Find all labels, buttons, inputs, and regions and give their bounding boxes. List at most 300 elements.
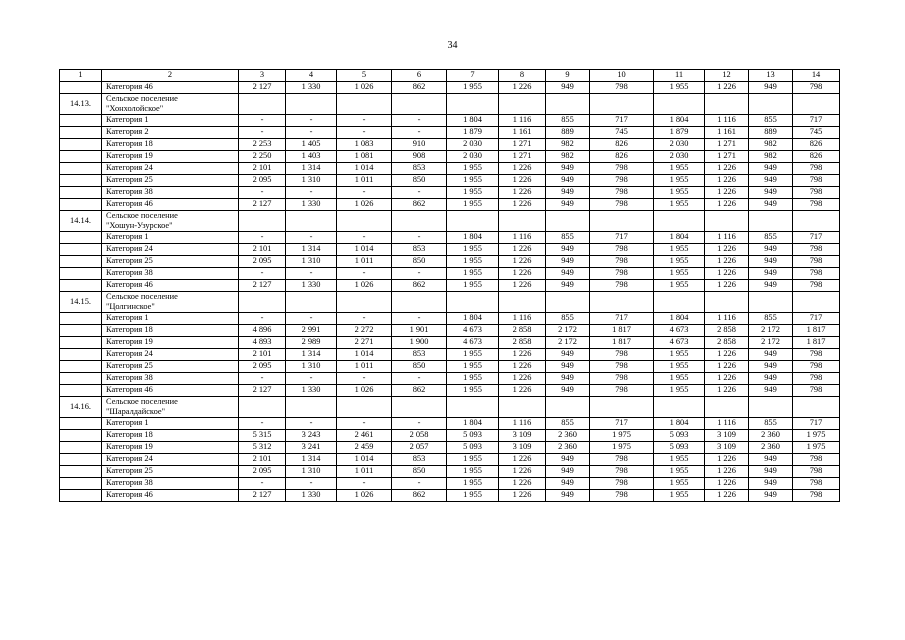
- value-cell: 850: [392, 466, 447, 478]
- table-body: [60, 70, 840, 502]
- table-row: [60, 280, 840, 292]
- value-cell: 1 330: [286, 280, 337, 292]
- value-cell: -: [239, 115, 286, 127]
- value-cell: 2 360: [749, 430, 793, 442]
- value-cell: 1 314: [286, 244, 337, 256]
- value-cell: 862: [392, 82, 447, 94]
- empty-cell: [546, 211, 590, 232]
- category-label: Категория 24: [102, 349, 239, 361]
- value-cell: 1 116: [705, 232, 749, 244]
- value-cell: 1 014: [337, 349, 392, 361]
- value-cell: 855: [546, 232, 590, 244]
- empty-cell: [499, 211, 546, 232]
- value-cell: 1 314: [286, 163, 337, 175]
- value-cell: 853: [392, 454, 447, 466]
- value-cell: 949: [546, 454, 590, 466]
- value-cell: -: [286, 418, 337, 430]
- value-cell: 949: [546, 280, 590, 292]
- empty-cell: [239, 397, 286, 418]
- value-cell: 4 673: [447, 337, 499, 349]
- empty-cell: [447, 292, 499, 313]
- value-cell: 1 226: [499, 373, 546, 385]
- value-cell: 798: [590, 454, 654, 466]
- value-cell: 2 101: [239, 349, 286, 361]
- empty-cell: [749, 292, 793, 313]
- empty-cell: [705, 397, 749, 418]
- value-cell: -: [286, 232, 337, 244]
- value-cell: 1 226: [705, 175, 749, 187]
- empty-cell: [654, 292, 705, 313]
- value-cell: 2 360: [546, 430, 590, 442]
- value-cell: 1 161: [705, 127, 749, 139]
- value-cell: -: [286, 478, 337, 490]
- empty-cell: [793, 94, 840, 115]
- table-row: [60, 313, 840, 325]
- value-cell: 2 127: [239, 280, 286, 292]
- category-label: Категория 18: [102, 139, 239, 151]
- value-cell: 1 403: [286, 151, 337, 163]
- value-cell: 798: [793, 478, 840, 490]
- empty-cell: [590, 397, 654, 418]
- category-label: Категория 46: [102, 490, 239, 502]
- value-cell: 1 014: [337, 163, 392, 175]
- value-cell: 717: [590, 418, 654, 430]
- value-cell: 853: [392, 244, 447, 256]
- table-row: [60, 187, 840, 199]
- empty-cell: [749, 397, 793, 418]
- table-row: [60, 361, 840, 373]
- value-cell: 1 310: [286, 361, 337, 373]
- section-title: [102, 292, 239, 313]
- category-label: Категория 38: [102, 187, 239, 199]
- empty-cell: [447, 211, 499, 232]
- category-label: Категория 38: [102, 373, 239, 385]
- column-number-cell: 11: [654, 70, 705, 82]
- row-number-cell: [60, 199, 102, 211]
- value-cell: 2 991: [286, 325, 337, 337]
- table-row: [60, 349, 840, 361]
- value-cell: -: [239, 187, 286, 199]
- value-cell: 745: [590, 127, 654, 139]
- value-cell: 1 226: [705, 385, 749, 397]
- value-cell: 862: [392, 280, 447, 292]
- empty-cell: [447, 94, 499, 115]
- value-cell: 798: [793, 268, 840, 280]
- value-cell: -: [392, 232, 447, 244]
- column-number-cell: 9: [546, 70, 590, 82]
- value-cell: 1 011: [337, 361, 392, 373]
- section-number: 14.14.: [60, 211, 102, 232]
- empty-cell: [499, 292, 546, 313]
- value-cell: 889: [546, 127, 590, 139]
- value-cell: 798: [590, 82, 654, 94]
- empty-cell: [749, 94, 793, 115]
- value-cell: 2 858: [705, 337, 749, 349]
- table-row: [60, 430, 840, 442]
- value-cell: 2 095: [239, 466, 286, 478]
- value-cell: 1 226: [705, 163, 749, 175]
- value-cell: 855: [546, 313, 590, 325]
- category-label: Категория 1: [102, 232, 239, 244]
- value-cell: 1 955: [447, 244, 499, 256]
- value-cell: 798: [793, 466, 840, 478]
- value-cell: 1 975: [793, 430, 840, 442]
- value-cell: -: [392, 268, 447, 280]
- row-number-cell: [60, 385, 102, 397]
- empty-cell: [654, 94, 705, 115]
- value-cell: -: [392, 187, 447, 199]
- value-cell: 798: [793, 256, 840, 268]
- value-cell: 3 109: [499, 442, 546, 454]
- value-cell: 1 011: [337, 256, 392, 268]
- table-row: [60, 139, 840, 151]
- value-cell: 1 226: [499, 466, 546, 478]
- value-cell: 1 226: [499, 385, 546, 397]
- row-number-cell: [60, 175, 102, 187]
- value-cell: 855: [546, 418, 590, 430]
- value-cell: 1 901: [392, 325, 447, 337]
- row-number-cell: [60, 151, 102, 163]
- empty-cell: [654, 211, 705, 232]
- value-cell: 798: [590, 175, 654, 187]
- row-number-cell: [60, 361, 102, 373]
- value-cell: 2 127: [239, 490, 286, 502]
- row-number-cell: [60, 82, 102, 94]
- section-row: [60, 211, 840, 232]
- empty-cell: [239, 211, 286, 232]
- value-cell: 3 243: [286, 430, 337, 442]
- value-cell: 1 226: [499, 280, 546, 292]
- section-title-line1: Сельское поселение: [106, 94, 178, 103]
- row-number-cell: [60, 313, 102, 325]
- table-row: [60, 163, 840, 175]
- section-number: 14.15.: [60, 292, 102, 313]
- value-cell: 1 804: [654, 115, 705, 127]
- value-cell: 1 804: [447, 115, 499, 127]
- value-cell: 949: [749, 490, 793, 502]
- value-cell: -: [286, 115, 337, 127]
- value-cell: 1 026: [337, 490, 392, 502]
- empty-cell: [499, 94, 546, 115]
- value-cell: 2 101: [239, 163, 286, 175]
- value-cell: 1 955: [447, 187, 499, 199]
- value-cell: 798: [793, 361, 840, 373]
- value-cell: 1 226: [705, 268, 749, 280]
- value-cell: 908: [392, 151, 447, 163]
- value-cell: 798: [793, 163, 840, 175]
- row-number-cell: [60, 325, 102, 337]
- value-cell: 1 955: [654, 175, 705, 187]
- value-cell: 855: [749, 115, 793, 127]
- section-title-line1: Сельское поселение: [106, 292, 178, 301]
- empty-cell: [286, 397, 337, 418]
- category-label: Категория 1: [102, 418, 239, 430]
- empty-cell: [590, 94, 654, 115]
- value-cell: 798: [590, 163, 654, 175]
- column-number-cell: 5: [337, 70, 392, 82]
- value-cell: 1 879: [654, 127, 705, 139]
- value-cell: 1 116: [705, 115, 749, 127]
- section-number: 14.13.: [60, 94, 102, 115]
- value-cell: 1 083: [337, 139, 392, 151]
- value-cell: 1 226: [705, 373, 749, 385]
- value-cell: 1 975: [590, 430, 654, 442]
- empty-cell: [749, 211, 793, 232]
- page-number: 34: [447, 40, 458, 51]
- value-cell: 2 989: [286, 337, 337, 349]
- header-row: [60, 70, 840, 82]
- value-cell: -: [286, 127, 337, 139]
- value-cell: 1 955: [447, 268, 499, 280]
- value-cell: 1 955: [447, 349, 499, 361]
- value-cell: -: [239, 313, 286, 325]
- value-cell: 1 226: [499, 490, 546, 502]
- value-cell: 2 030: [447, 151, 499, 163]
- table-row: [60, 373, 840, 385]
- value-cell: 1 226: [499, 256, 546, 268]
- value-cell: 1 955: [447, 478, 499, 490]
- value-cell: 4 673: [654, 325, 705, 337]
- value-cell: 2 057: [392, 442, 447, 454]
- value-cell: 1 879: [447, 127, 499, 139]
- value-cell: 1 955: [447, 82, 499, 94]
- table-row: [60, 418, 840, 430]
- value-cell: 1 011: [337, 175, 392, 187]
- value-cell: 4 893: [239, 337, 286, 349]
- table-row: [60, 151, 840, 163]
- value-cell: 1 226: [705, 244, 749, 256]
- value-cell: 949: [749, 187, 793, 199]
- table-row: [60, 490, 840, 502]
- value-cell: 717: [793, 232, 840, 244]
- empty-cell: [239, 292, 286, 313]
- row-number-cell: [60, 139, 102, 151]
- value-cell: -: [337, 115, 392, 127]
- value-cell: 1 955: [447, 163, 499, 175]
- table-row: [60, 115, 840, 127]
- table-row: [60, 478, 840, 490]
- value-cell: 910: [392, 139, 447, 151]
- value-cell: 1 314: [286, 349, 337, 361]
- value-cell: 1 804: [654, 418, 705, 430]
- value-cell: 862: [392, 199, 447, 211]
- table-row: [60, 337, 840, 349]
- value-cell: 798: [793, 280, 840, 292]
- value-cell: 1 817: [793, 337, 840, 349]
- value-cell: -: [337, 187, 392, 199]
- value-cell: 798: [590, 268, 654, 280]
- value-cell: 982: [749, 151, 793, 163]
- row-number-cell: [60, 244, 102, 256]
- value-cell: -: [392, 373, 447, 385]
- table-row: [60, 244, 840, 256]
- value-cell: 798: [793, 349, 840, 361]
- value-cell: 949: [749, 199, 793, 211]
- value-cell: 2 858: [705, 325, 749, 337]
- value-cell: -: [392, 478, 447, 490]
- value-cell: 982: [749, 139, 793, 151]
- value-cell: 1 226: [499, 268, 546, 280]
- category-label: Категория 24: [102, 244, 239, 256]
- value-cell: 798: [590, 199, 654, 211]
- row-number-cell: [60, 373, 102, 385]
- row-number-cell: [60, 232, 102, 244]
- value-cell: 5 093: [447, 442, 499, 454]
- value-cell: 1 116: [499, 313, 546, 325]
- value-cell: 1 014: [337, 244, 392, 256]
- table-row: [60, 325, 840, 337]
- value-cell: 5 312: [239, 442, 286, 454]
- value-cell: 3 109: [499, 430, 546, 442]
- value-cell: 853: [392, 349, 447, 361]
- value-cell: 2 172: [749, 337, 793, 349]
- column-number-cell: 3: [239, 70, 286, 82]
- value-cell: -: [392, 313, 447, 325]
- value-cell: 850: [392, 175, 447, 187]
- value-cell: 1 271: [705, 139, 749, 151]
- value-cell: 1 955: [654, 478, 705, 490]
- value-cell: 798: [590, 478, 654, 490]
- value-cell: 2 095: [239, 361, 286, 373]
- value-cell: 3 241: [286, 442, 337, 454]
- value-cell: 855: [546, 115, 590, 127]
- value-cell: 2 360: [749, 442, 793, 454]
- table-row: [60, 385, 840, 397]
- value-cell: 798: [793, 373, 840, 385]
- empty-cell: [546, 94, 590, 115]
- value-cell: -: [337, 127, 392, 139]
- value-cell: -: [392, 418, 447, 430]
- value-cell: -: [337, 478, 392, 490]
- value-cell: -: [337, 313, 392, 325]
- value-cell: 1 955: [654, 256, 705, 268]
- value-cell: 798: [793, 199, 840, 211]
- tariff-table: [59, 69, 840, 502]
- value-cell: 1 955: [654, 454, 705, 466]
- value-cell: 4 896: [239, 325, 286, 337]
- value-cell: 949: [749, 385, 793, 397]
- category-label: Категория 38: [102, 268, 239, 280]
- value-cell: 1 226: [705, 454, 749, 466]
- section-row: [60, 292, 840, 313]
- table-row: [60, 175, 840, 187]
- value-cell: 949: [546, 82, 590, 94]
- value-cell: 1 330: [286, 490, 337, 502]
- value-cell: 1 226: [499, 454, 546, 466]
- value-cell: 826: [793, 151, 840, 163]
- empty-cell: [447, 397, 499, 418]
- value-cell: 2 250: [239, 151, 286, 163]
- value-cell: 1 330: [286, 82, 337, 94]
- value-cell: 717: [793, 115, 840, 127]
- value-cell: -: [239, 127, 286, 139]
- value-cell: 862: [392, 490, 447, 502]
- value-cell: 1 955: [654, 82, 705, 94]
- value-cell: 2 095: [239, 175, 286, 187]
- category-label: Категория 19: [102, 337, 239, 349]
- value-cell: 949: [546, 268, 590, 280]
- row-number-cell: [60, 268, 102, 280]
- value-cell: 1 226: [705, 82, 749, 94]
- value-cell: 1 804: [447, 418, 499, 430]
- value-cell: 1 271: [705, 151, 749, 163]
- category-label: Категория 25: [102, 175, 239, 187]
- category-label: Категория 18: [102, 325, 239, 337]
- value-cell: 717: [590, 313, 654, 325]
- value-cell: 1 310: [286, 466, 337, 478]
- table-row: [60, 82, 840, 94]
- value-cell: 1 226: [499, 478, 546, 490]
- row-number-cell: [60, 256, 102, 268]
- empty-cell: [705, 94, 749, 115]
- value-cell: 949: [546, 361, 590, 373]
- value-cell: -: [337, 373, 392, 385]
- value-cell: -: [239, 418, 286, 430]
- column-number-cell: 2: [102, 70, 239, 82]
- empty-cell: [392, 292, 447, 313]
- value-cell: 798: [793, 175, 840, 187]
- table-row: [60, 442, 840, 454]
- value-cell: 2 461: [337, 430, 392, 442]
- value-cell: 4 673: [447, 325, 499, 337]
- value-cell: 2 360: [546, 442, 590, 454]
- table-row: [60, 466, 840, 478]
- value-cell: 2 858: [499, 337, 546, 349]
- value-cell: 1 330: [286, 199, 337, 211]
- value-cell: 798: [590, 349, 654, 361]
- value-cell: 1 955: [654, 361, 705, 373]
- value-cell: 949: [749, 175, 793, 187]
- value-cell: 1 271: [499, 139, 546, 151]
- category-label: Категория 18: [102, 430, 239, 442]
- value-cell: 1 271: [499, 151, 546, 163]
- value-cell: 949: [546, 199, 590, 211]
- empty-cell: [546, 397, 590, 418]
- empty-cell: [499, 397, 546, 418]
- value-cell: 2 127: [239, 199, 286, 211]
- category-label: Категория 24: [102, 454, 239, 466]
- row-number-cell: [60, 430, 102, 442]
- table-row: [60, 232, 840, 244]
- value-cell: 1 330: [286, 385, 337, 397]
- value-cell: 1 975: [793, 442, 840, 454]
- table-row: [60, 199, 840, 211]
- column-number-cell: 1: [60, 70, 102, 82]
- empty-cell: [337, 94, 392, 115]
- value-cell: 717: [590, 115, 654, 127]
- empty-cell: [239, 94, 286, 115]
- value-cell: 949: [749, 256, 793, 268]
- value-cell: 798: [793, 490, 840, 502]
- value-cell: 1 226: [705, 199, 749, 211]
- value-cell: 798: [590, 244, 654, 256]
- value-cell: 1 804: [447, 232, 499, 244]
- empty-cell: [337, 211, 392, 232]
- category-label: Категория 25: [102, 256, 239, 268]
- empty-cell: [793, 397, 840, 418]
- value-cell: 1 955: [447, 256, 499, 268]
- value-cell: 1 226: [499, 163, 546, 175]
- value-cell: 1 226: [499, 199, 546, 211]
- value-cell: 949: [546, 373, 590, 385]
- row-number-cell: [60, 115, 102, 127]
- value-cell: 949: [749, 349, 793, 361]
- section-title-line2: "Цолгинское": [106, 302, 155, 311]
- empty-cell: [337, 397, 392, 418]
- value-cell: 1 955: [654, 466, 705, 478]
- empty-cell: [286, 94, 337, 115]
- value-cell: 798: [793, 454, 840, 466]
